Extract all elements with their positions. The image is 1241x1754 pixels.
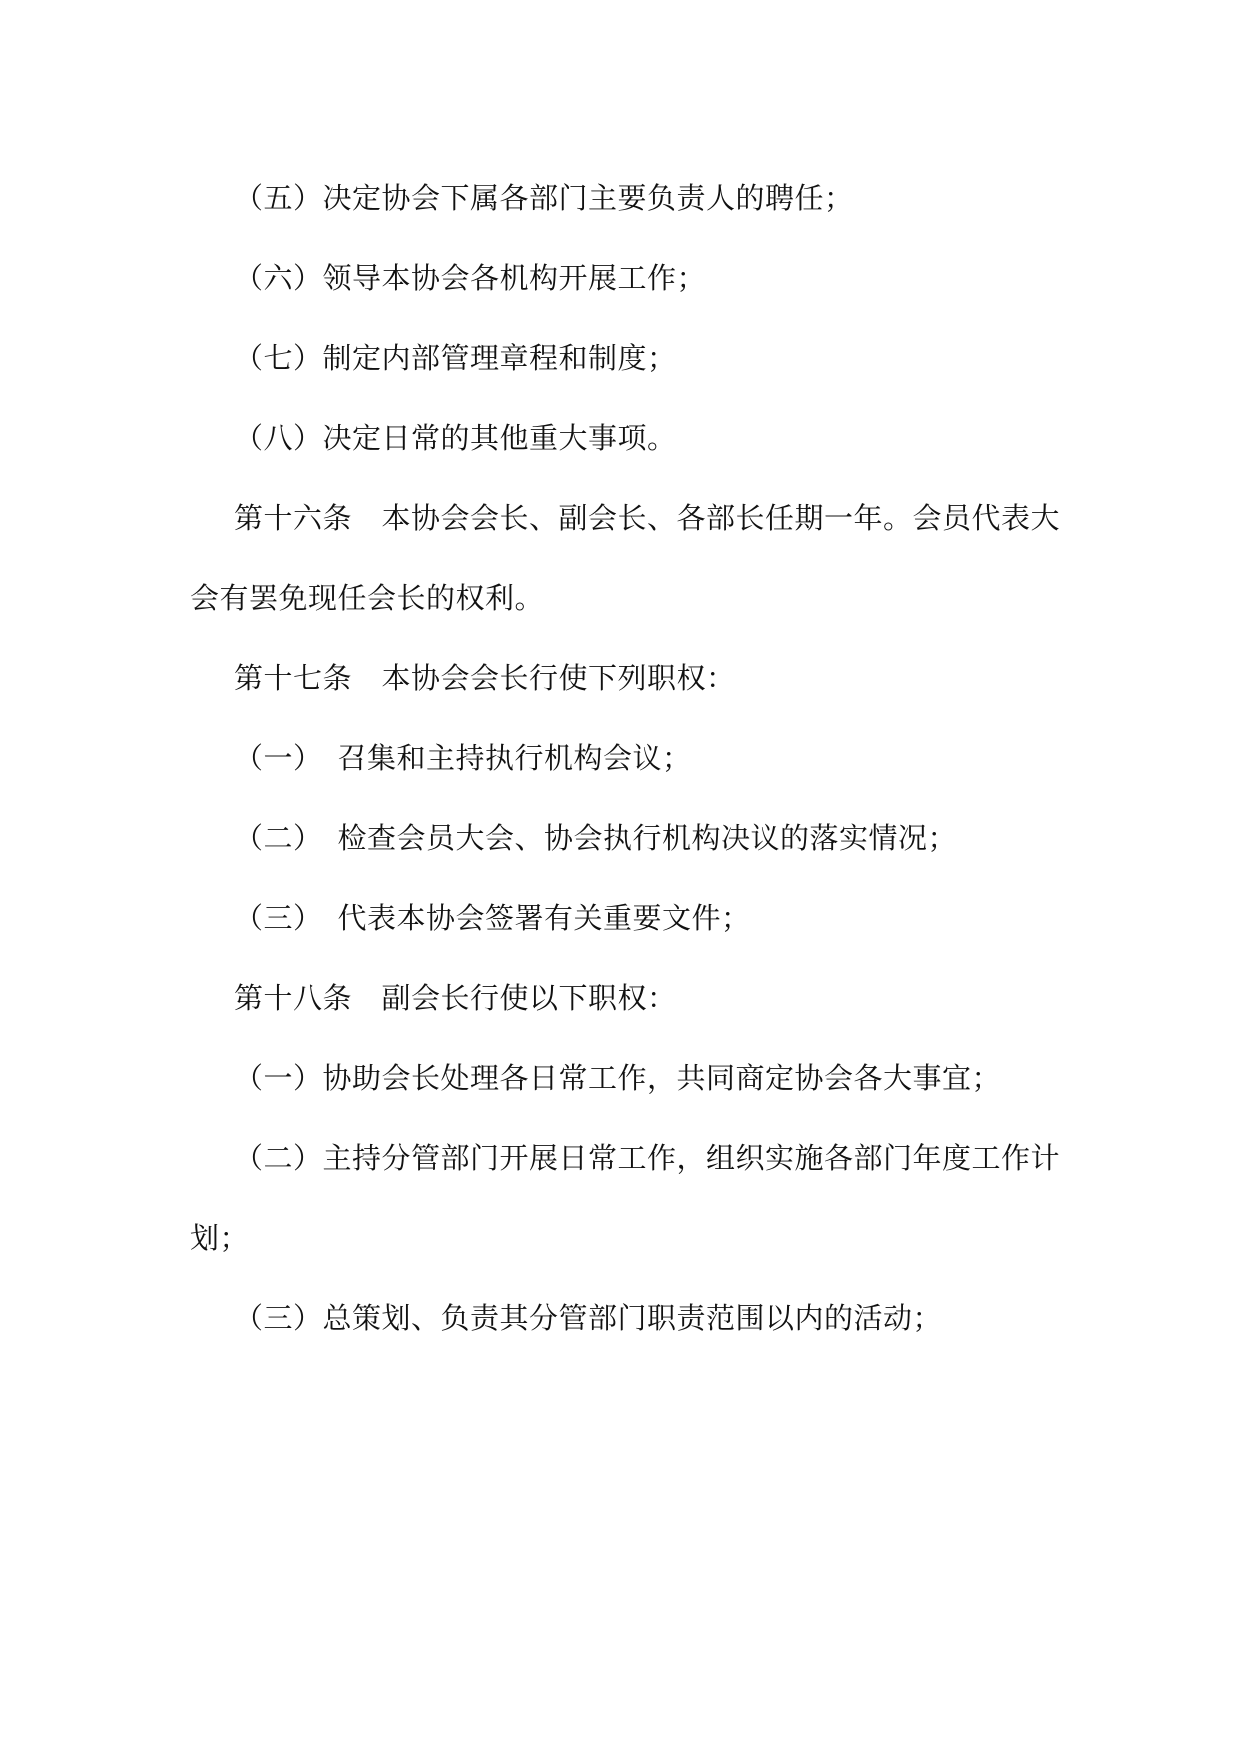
article-17-item-1: （一） 召集和主持执行机构会议； bbox=[234, 741, 692, 775]
article-17-item-3: （三） 代表本协会签署有关重要文件； bbox=[234, 901, 751, 935]
article-16: 第十六条 本协会会长、副会长、各部长任期一年。会员代表大会有罢免现任会长的权利。 bbox=[190, 501, 1061, 615]
article-18-item-3: （三）总策划、负责其分管部门职责范围以内的活动； bbox=[234, 1301, 943, 1335]
paragraph-item-7: （七）制定内部管理章程和制度； bbox=[234, 341, 677, 375]
article-18: 第十八条 副会长行使以下职权： bbox=[234, 981, 677, 1015]
paragraph-item-6: （六）领导本协会各机构开展工作； bbox=[234, 261, 707, 295]
paragraph-item-8: （八）决定日常的其他重大事项。 bbox=[234, 421, 677, 455]
paragraph-item-5: （五）决定协会下属各部门主要负责人的聘任； bbox=[234, 181, 854, 215]
article-17: 第十七条 本协会会长行使下列职权： bbox=[234, 661, 736, 695]
document-body bbox=[190, 158, 1060, 1358]
article-17-item-2: （二） 检查会员大会、协会执行机构决议的落实情况； bbox=[234, 821, 958, 855]
article-18-item-1: （一）协助会长处理各日常工作，共同商定协会各大事宜； bbox=[234, 1061, 1002, 1095]
article-18-item-2: （二）主持分管部门开展日常工作，组织实施各部门年度工作计划； bbox=[190, 1141, 1061, 1255]
